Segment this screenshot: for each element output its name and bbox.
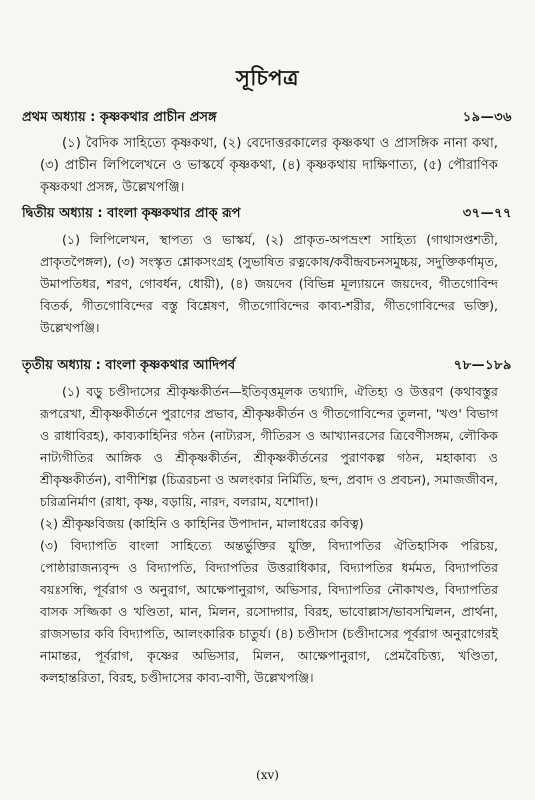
chapter-heading-row xyxy=(22,356,512,377)
chapter-contents: (১) বৈদিক সাহিত্যে কৃষ্ণকথা, (২) বেদোত্তরকালের কৃষ্ণকথা ও প্রাসঙ্গিক নানা কথা, (৩) প্রাচীন লিপিলেখনে ও ভাস্কর্যে কৃষ্ণকথা, (৪) কৃষ্ণকথায় দাক্ষিণাত্য, (৫) পৌরাণিক কৃষ্ণকথা প্রসঙ্গ, উল্লেখপঞ্জি। xyxy=(40,136,498,195)
page-title: সূচিপত্র xyxy=(236,65,299,90)
chapter-heading-row xyxy=(22,108,512,129)
page-range: ৩৭—৭৭ xyxy=(462,206,512,221)
page-range: ১৯—৩৬ xyxy=(462,110,512,125)
chapter-contents-part-3: (৩) বিদ্যাপতি বাংলা সাহিত্যে অন্তর্ভুক্তির যুক্তি, বিদ্যাপতির ঐতিহাসিক পরিচয়, পোষ্ঠারাজন্যবৃন্দ ও বিদ্যাপতি, বিদ্যাপতির উত্তরাধিকার, বিদ্যাপতির ধর্মমত, বিদ্যাপতির বয়ঃসন্ধি, পূর্বরাগ ও অনুরাগ, আক্ষেপানুরাগ, অভিসার, বিদ্যাপতির নৌকাখণ্ড, বিদ্যাপতির বাসক সজ্জিকা ও খণ্ডিতা, মান, মিলন, রসোদ্গার, বিরহ, ভাবোল্লাস/ভাবসম্মিলন, প্রার্থনা, রাজসভার কবি বিদ্যাপতি, আলংকারিক চাতুর্য। (৪) চণ্ডীদাস (চণ্ডীদাসের পূর্বরাগ অনুরাগেরই নামান্তর, পূর্বরাগ, কৃষ্ণের অভিসার, মিলন, আক্ষেপানুরাগ, প্রেমবৈচিত্ত্য, খণ্ডিতা, কলহান্তরিতা, বিরহ, চণ্ডীদাসের কাব্য-বাণী, উল্লেখপঞ্জি। xyxy=(40,538,498,685)
chapter-heading-row xyxy=(22,204,512,225)
chapter-contents: (১) লিপিলেখন, স্থাপত্য ও ভাস্কর্য, (২) প্রাকৃত-অপভ্রংশ সাহিত্য (গাথাসপ্তশতী, প্রাকৃতপৈঙ্গল), (৩) সংস্কৃত শ্লোকসংগ্রহ (সুভাষিত রত্নকোষ/কবীন্দ্রবচনসমুচ্চয়, সদুক্তিকর্ণামৃত, উমাপতিধর, শরণ, গোবর্ধন, ধোয়ী), (৪) জয়দেব (বিভিন্ন মূল্যায়নে জয়দেব, গীতগোবিন্দ বিতর্ক, গীতগোবিন্দের বস্তু বিশ্লেষণ, গীতগোবিন্দের কাব্য-শরীর, গীতগোবিন্দের ভক্তি), উল্লেখপঞ্জি। xyxy=(40,232,498,335)
page-number: (xv) xyxy=(256,768,279,782)
chapter-heading: প্রথম অধ্যায় : কৃষ্ণকথার প্রাচীন প্রসঙ্গ xyxy=(22,110,217,125)
chapter-contents: (১) বড়ু চণ্ডীদাসের শ্রীকৃষ্ণকীর্তন—ইতিবৃত্তমূলক তথ্যাদি, ঐতিহ্য ও উত্তরণ (কথাবস্তুর রূপরেখা, শ্রীকৃষ্ণকীর্তনে পুরাণের প্রভাব, শ্রীকৃষ্ণকীর্তন ও গীতগোবিন্দের তুলনা, 'খণ্ড' বিভাগ ও রাধাবিরহ), কাব্যকাহিনির গঠন (নাট্যরস, গীতিরস ও আখ্যানরসের ত্রিবেণীসঙ্গম, লৌকিক নাট্যগীতির আঙ্গিক ও শ্রীকৃষ্ণকীর্তন, শ্রীকৃষ্ণকীর্তনের পুরাণকল্প গঠন, মহাকাব্য ও শ্রীকৃষ্ণকীর্তন), বাণীশিল্প (চিত্ররচনা ও অলংকার নির্মিতি, ছন্দ, প্রবাদ ও প্রবচন), সমাজজীবন, চরিত্রনির্মাণ (রাধা, কৃষ্ণ, বড়ায়ি, নারদ, বলরাম, যশোদা)। xyxy=(40,384,498,509)
chapter-3 xyxy=(22,356,512,689)
page-range: ৭৮—১৮৯ xyxy=(453,358,512,373)
chapter-1 xyxy=(22,108,512,199)
chapter-contents-part-2: (২) শ্রীকৃষ্ণবিজয় (কাহিনি ও কাহিনির উপাদান, মালাধরের কবিত্ব) xyxy=(40,516,364,531)
chapter-heading: তৃতীয় অধ্যায় : বাংলা কৃষ্ণকথার আদিপর্ব xyxy=(22,358,236,373)
chapter-heading: দ্বিতীয় অধ্যায় : বাংলা কৃষ্ণকথার প্রাক্ রূপ xyxy=(22,206,241,221)
chapter-2 xyxy=(22,204,512,339)
